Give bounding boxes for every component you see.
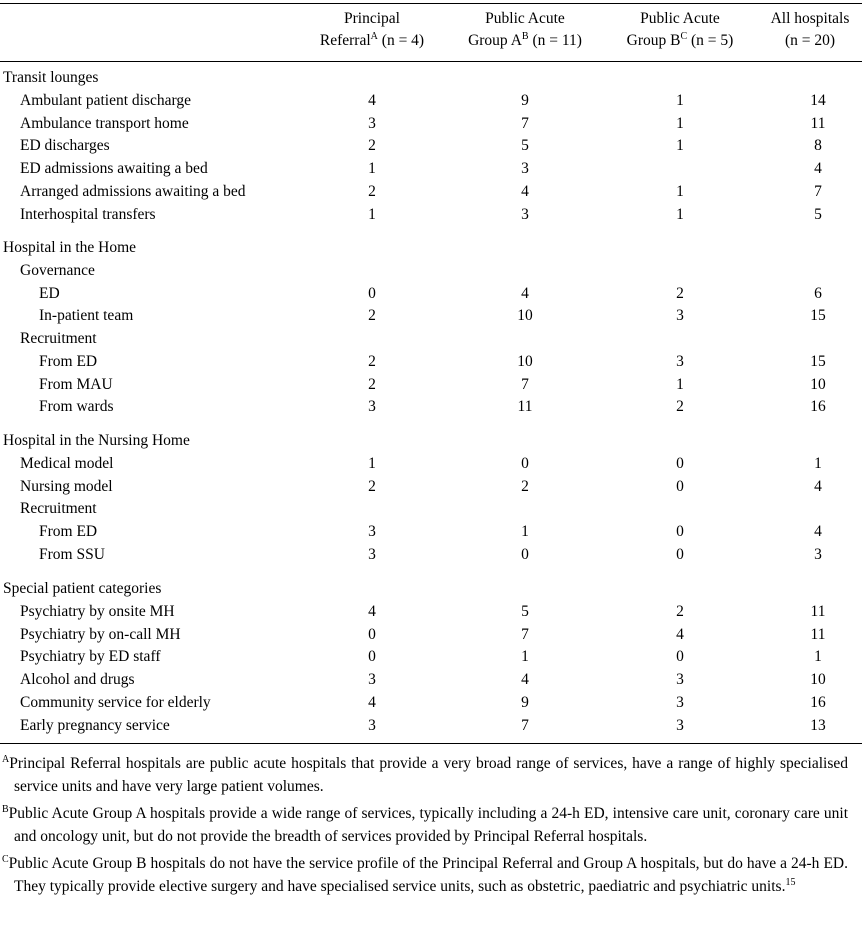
footnote-marker: A (370, 31, 378, 42)
row-label: From SSU (39, 545, 105, 563)
table-cell: 11 (810, 625, 826, 643)
table-cell: 3 (676, 693, 684, 711)
section-heading: Transit lounges (3, 69, 99, 86)
table-cell: 1 (521, 648, 529, 666)
table-cell: 11 (810, 114, 826, 132)
table-cell: 13 (810, 716, 826, 734)
table-cell: 10 (810, 671, 826, 688)
subsection-heading: Recruitment (20, 330, 97, 347)
table-cell: 0 (521, 454, 529, 472)
table-cell: 10 (517, 307, 533, 325)
table-cell: 14 (810, 91, 826, 109)
subsection-heading: Recruitment (20, 500, 97, 518)
row-label: From ED (39, 523, 98, 540)
table-cell: 0 (676, 477, 684, 495)
row-label: Ambulance transport home (20, 114, 189, 132)
table-cell: 8 (814, 137, 822, 155)
table-cell: 1 (676, 182, 684, 200)
table-cell: 5 (814, 205, 822, 223)
row-label: From wards (39, 398, 114, 416)
section-heading: Special patient categories (3, 580, 162, 597)
header-principal-referral (300, 8, 444, 52)
footnotes (0, 748, 862, 898)
table-cell: 0 (368, 648, 376, 666)
table-cell: 16 (810, 693, 826, 711)
table-cell: 2 (368, 137, 376, 155)
footnote-b (2, 798, 848, 848)
table-cell: 0 (676, 545, 684, 563)
header-group-a (450, 8, 600, 52)
table-cell: 2 (368, 182, 376, 200)
table-cell: 3 (368, 716, 376, 734)
table-cell: 3 (368, 671, 376, 688)
footnote-text: Public Acute Group A hospitals provide a wide range of services, typically including a 24-h ED, intensive care unit, coronary care unit and oncology unit, but do not provide the breadth of services provided by Principal Referral hospitals. (8, 805, 848, 845)
table-cell: 7 (521, 625, 529, 643)
table-cell: 7 (521, 716, 529, 734)
table-cell: 2 (676, 602, 684, 620)
header-count: (n = 5) (691, 32, 734, 49)
table-cell: 1 (814, 648, 822, 666)
footnote-marker: B (521, 31, 529, 42)
header-text: Group A (468, 32, 522, 49)
header-count: (n = 20) (784, 32, 836, 49)
table-cell: 2 (368, 307, 376, 325)
table-cell: 4 (521, 284, 529, 302)
table-cell: 1 (676, 91, 684, 109)
table-cell: 7 (521, 114, 529, 132)
table-cell: 1 (521, 523, 529, 540)
header-text (450, 30, 600, 52)
footnote-marker: A (2, 754, 10, 765)
table-cell: 2 (368, 375, 376, 393)
table-cell: 0 (676, 454, 684, 472)
header-text: Group B (626, 32, 681, 49)
table-cell: 4 (814, 477, 822, 495)
row-label: ED discharges (20, 137, 110, 155)
section-heading: Hospital in the Nursing Home (3, 432, 190, 449)
table-cell: 2 (368, 352, 376, 370)
row-label: Medical model (20, 454, 114, 472)
table-cell: 10 (517, 352, 533, 370)
table-cell: 3 (676, 716, 684, 734)
row-label: Psychiatry by onsite MH (20, 602, 175, 620)
table-cell: 15 (810, 307, 826, 325)
row-label: ED (39, 284, 60, 302)
table-cell: 0 (676, 648, 684, 666)
row-label: ED admissions awaiting a bed (20, 160, 208, 177)
header-group-b (606, 8, 754, 52)
table-cell: 0 (368, 625, 376, 643)
table-cell: 4 (521, 671, 529, 688)
row-label: Nursing model (20, 477, 113, 495)
table-cell: 3 (521, 160, 529, 177)
row-label: Ambulant patient discharge (20, 91, 192, 109)
row-label: Psychiatry by on-call MH (20, 625, 181, 643)
table-cell: 5 (521, 602, 529, 620)
table-cell: 4 (368, 91, 376, 109)
table-cell: 1 (368, 205, 376, 223)
header-text: Referral (319, 32, 371, 49)
footnote-a (2, 748, 848, 798)
table-cell: 1 (368, 454, 376, 472)
table-cell: 4 (368, 602, 376, 620)
table-cell: 3 (676, 307, 684, 325)
table-cell: 0 (521, 545, 529, 563)
table-cell: 4 (814, 523, 822, 540)
table-cell: 9 (521, 693, 529, 711)
table-cell: 9 (521, 91, 529, 109)
table-cell: 2 (676, 284, 684, 302)
table-cell: 1 (676, 114, 684, 132)
row-label: Arranged admissions awaiting a bed (20, 182, 246, 200)
row-label: From ED (39, 352, 98, 370)
table-cell: 3 (676, 352, 684, 370)
table-cell: 1 (814, 454, 822, 472)
row-label: Alcohol and drugs (20, 671, 135, 688)
table-top-rule (0, 3, 862, 4)
table-cell: 15 (810, 352, 826, 370)
row-label: Psychiatry by ED staff (20, 648, 161, 666)
table-cell: 0 (368, 284, 376, 302)
table-cell: 2 (521, 477, 529, 495)
header-count: (n = 4) (381, 32, 425, 49)
table-cell: 4 (814, 160, 822, 177)
table-cell: 5 (521, 137, 529, 155)
table-bottom-rule (0, 743, 862, 744)
header-text (606, 30, 754, 52)
table-cell: 3 (368, 523, 376, 540)
table-cell: 10 (810, 375, 826, 393)
header-text: Public Acute (640, 10, 720, 27)
table-cell: 3 (368, 114, 376, 132)
table-cell: 6 (814, 284, 822, 302)
table-cell: 2 (676, 398, 684, 416)
header-text: Principal (344, 10, 400, 27)
footnote-marker: B (2, 804, 9, 815)
header-text (300, 30, 444, 52)
header-all-hospitals (760, 8, 860, 52)
row-label: From MAU (39, 375, 113, 393)
subsection-heading: Governance (20, 261, 95, 279)
table-cell: 0 (676, 523, 684, 540)
footnote-marker: C (2, 854, 9, 865)
header-count: (n = 11) (532, 32, 582, 49)
header-text: All hospitals (770, 10, 850, 27)
row-label: In-patient team (39, 307, 134, 325)
table-cell: 3 (814, 545, 822, 563)
footnote-c (2, 848, 848, 898)
table-cell: 4 (368, 693, 376, 711)
table-cell: 2 (368, 477, 376, 495)
table-cell: 3 (676, 671, 684, 688)
table-cell: 3 (368, 398, 376, 416)
table-cell: 3 (368, 545, 376, 563)
header-text: Public Acute (485, 10, 565, 27)
table-cell: 16 (810, 398, 826, 416)
table-cell: 1 (676, 375, 684, 393)
table-cell: 11 (810, 602, 826, 620)
footnote-text: Principal Referral hospitals are public acute hospitals that provide a very broad range of services, have a range of highly specialised service units and have very large patient volumes. (9, 755, 848, 795)
row-label: Early pregnancy service (20, 716, 170, 734)
footnote-marker: C (680, 31, 688, 42)
row-label: Community service for elderly (20, 693, 211, 711)
row-label: Interhospital transfers (20, 205, 156, 223)
table-cell: 1 (368, 160, 376, 177)
table-cell: 4 (521, 182, 529, 200)
table-cell: 7 (814, 182, 822, 200)
table-cell: 11 (517, 398, 533, 416)
table-cell: 1 (676, 137, 684, 155)
footnote-text: Public Acute Group B hospitals do not have the service profile of the Principal Referral and Group A hospitals, but do have a 24-h ED. They typically provide elective surgery and have specialised service units, such as obstetric, paediatric and psychiatric units. (8, 855, 848, 895)
reference-marker: 15 (785, 877, 796, 888)
section-heading: Hospital in the Home (3, 239, 137, 256)
table-cell: 3 (521, 205, 529, 223)
header-rule (0, 61, 862, 62)
table-cell: 1 (676, 205, 684, 223)
table-cell: 7 (521, 375, 529, 393)
table-cell: 4 (676, 625, 684, 643)
